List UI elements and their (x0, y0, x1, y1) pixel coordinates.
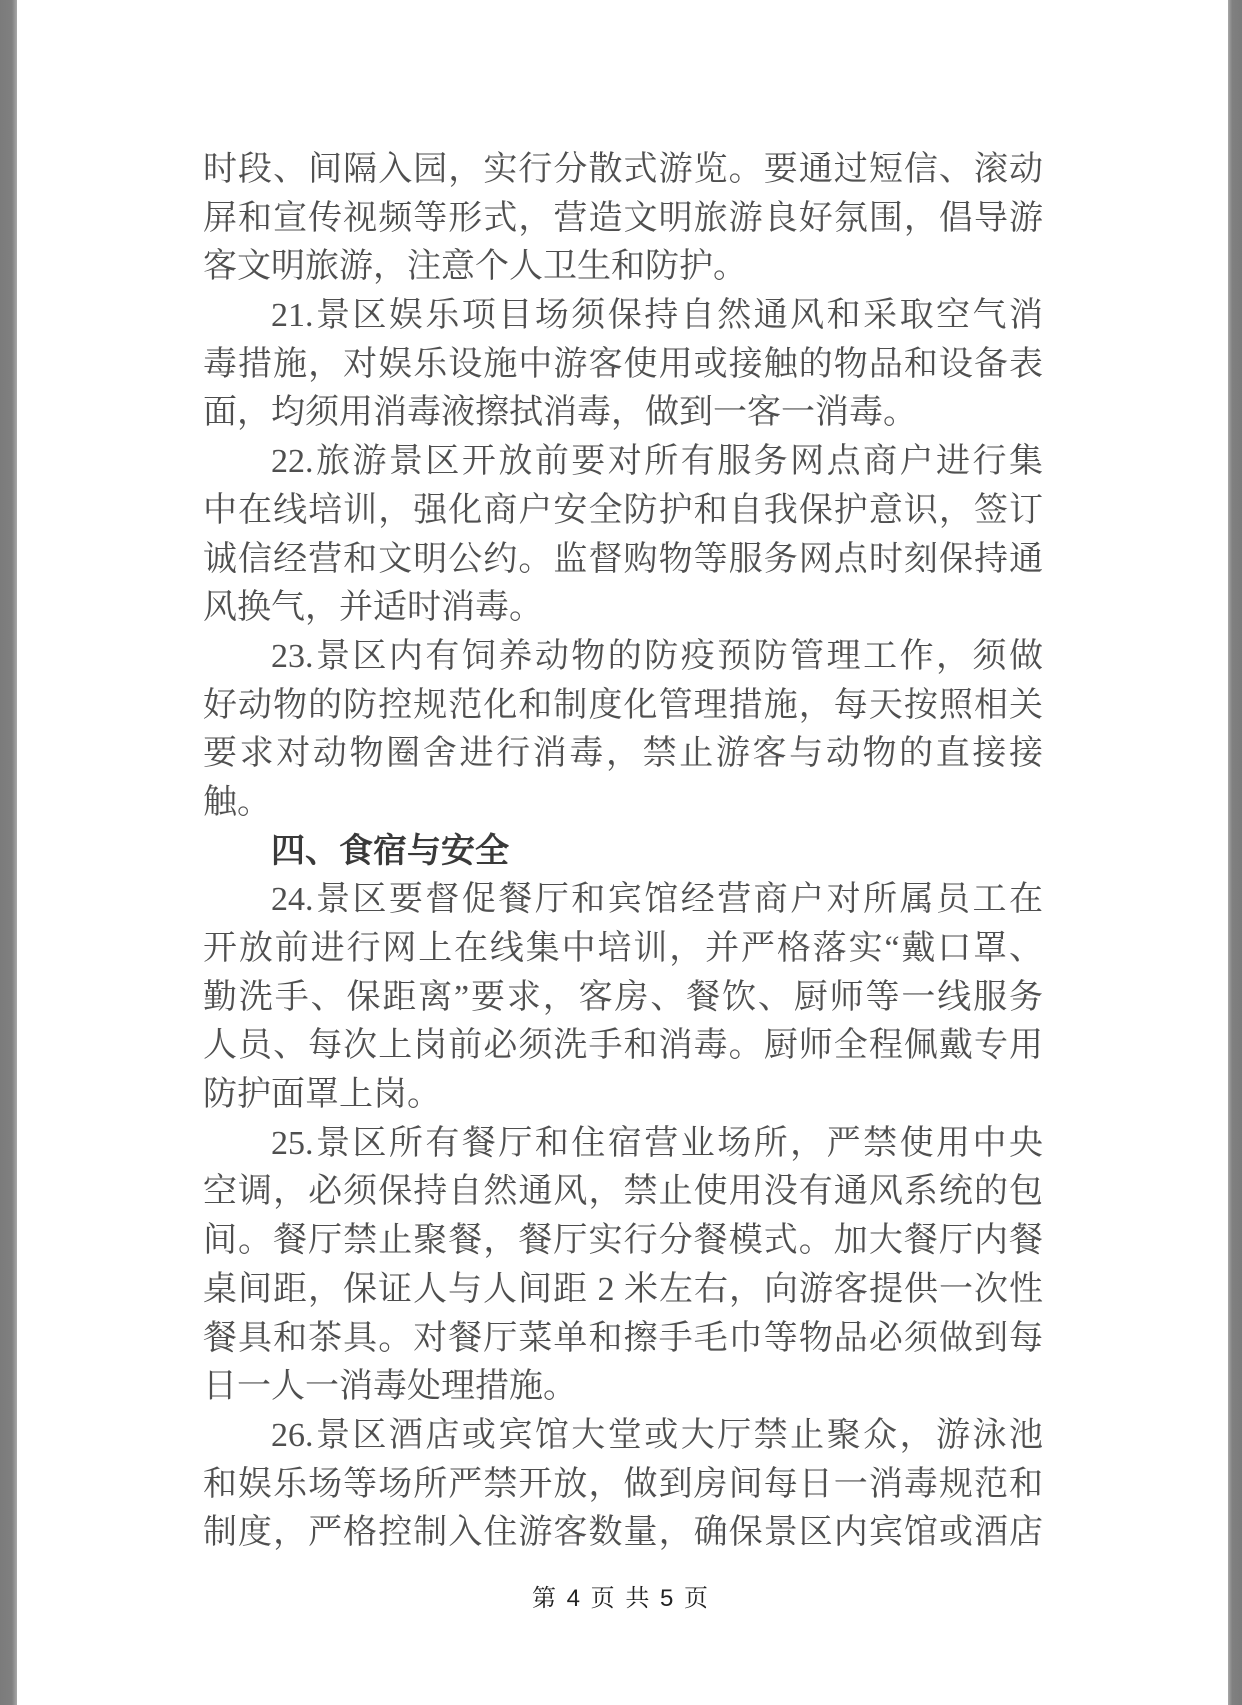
text-line: 时段、间隔入园，实行分散式游览。要通过短信、滚动 (203, 151, 1043, 188)
text-line: 桌间距，保证人与人间距 2 米左右，向游客提供一次性 (203, 1270, 1043, 1308)
text-line: 26.景区酒店或宾馆大堂或大厅禁止聚众，游泳池 (271, 1416, 1043, 1454)
viewer-right-edge-bar (1228, 0, 1242, 1705)
viewer-left-edge-bar (0, 0, 17, 1705)
text-line: 23.景区内有饲养动物的防疫预防管理工作，须做 (271, 637, 1043, 675)
text-line: 毒措施，对娱乐设施中游客使用或接触的物品和设备表 (203, 345, 1043, 383)
text-line: 22.旅游景区开放前要对所有服务网点商户进行集 (271, 443, 1043, 481)
text-line: 25.景区所有餐厅和住宿营业场所，严禁使用中央 (271, 1124, 1043, 1162)
text-line: 空调，必须保持自然通风，禁止使用没有通风系统的包 (203, 1173, 1043, 1211)
text-line: 开放前进行网上在线集中培训，并严格落实“戴口罩、 (203, 930, 1043, 967)
text-line: 好动物的防控规范化和制度化管理措施，每天按照相关 (203, 686, 1043, 724)
text-line: 防护面罩上岗。 (203, 1076, 441, 1114)
text-line: 面，均须用消毒液擦拭消毒，做到一客一消毒。 (203, 394, 917, 432)
text-line: 24.景区要督促餐厅和宾馆经营商户对所属员工在 (271, 881, 1043, 919)
text-line: 和娱乐场等场所严禁开放，做到房间每日一消毒规范和 (203, 1465, 1043, 1503)
text-line: 客文明旅游，注意个人卫生和防护。 (203, 248, 747, 286)
text-line: 要求对动物圈舍进行消毒，禁止游客与动物的直接接 (203, 735, 1043, 773)
text-line: 餐具和茶具。对餐厅菜单和擦手毛巾等物品必须做到每 (203, 1319, 1043, 1357)
text-line: 人员、每次上岗前必须洗手和消毒。厨师全程佩戴专用 (203, 1027, 1043, 1065)
page-number: 第 4 页 共 5 页 (531, 1585, 711, 1612)
text-line: 日一人一消毒处理措施。 (203, 1368, 577, 1406)
text-line: 勤洗手、保距离”要求，客房、餐饮、厨师等一线服务 (203, 978, 1043, 1016)
text-line: 间。餐厅禁止聚餐，餐厅实行分餐模式。加大餐厅内餐 (203, 1222, 1043, 1260)
text-line: 诚信经营和文明公约。监督购物等服务网点时刻保持通 (203, 540, 1043, 578)
text-line: 屏和宣传视频等形式，营造文明旅游良好氛围，倡导游 (203, 199, 1043, 237)
text-line: 制度，严格控制入住游客数量，确保景区内宾馆或酒店 (203, 1514, 1043, 1552)
text-line: 风换气，并适时消毒。 (203, 589, 543, 627)
document-body (203, 146, 1043, 1558)
text-line: 触。 (203, 783, 271, 821)
text-line: 中在线培训，强化商户安全防护和自我保护意识，签订 (203, 491, 1043, 529)
text-line: 21.景区娱乐项目场须保持自然通风和采取空气消 (271, 297, 1043, 335)
section-heading: 四、食宿与安全 (271, 832, 509, 870)
